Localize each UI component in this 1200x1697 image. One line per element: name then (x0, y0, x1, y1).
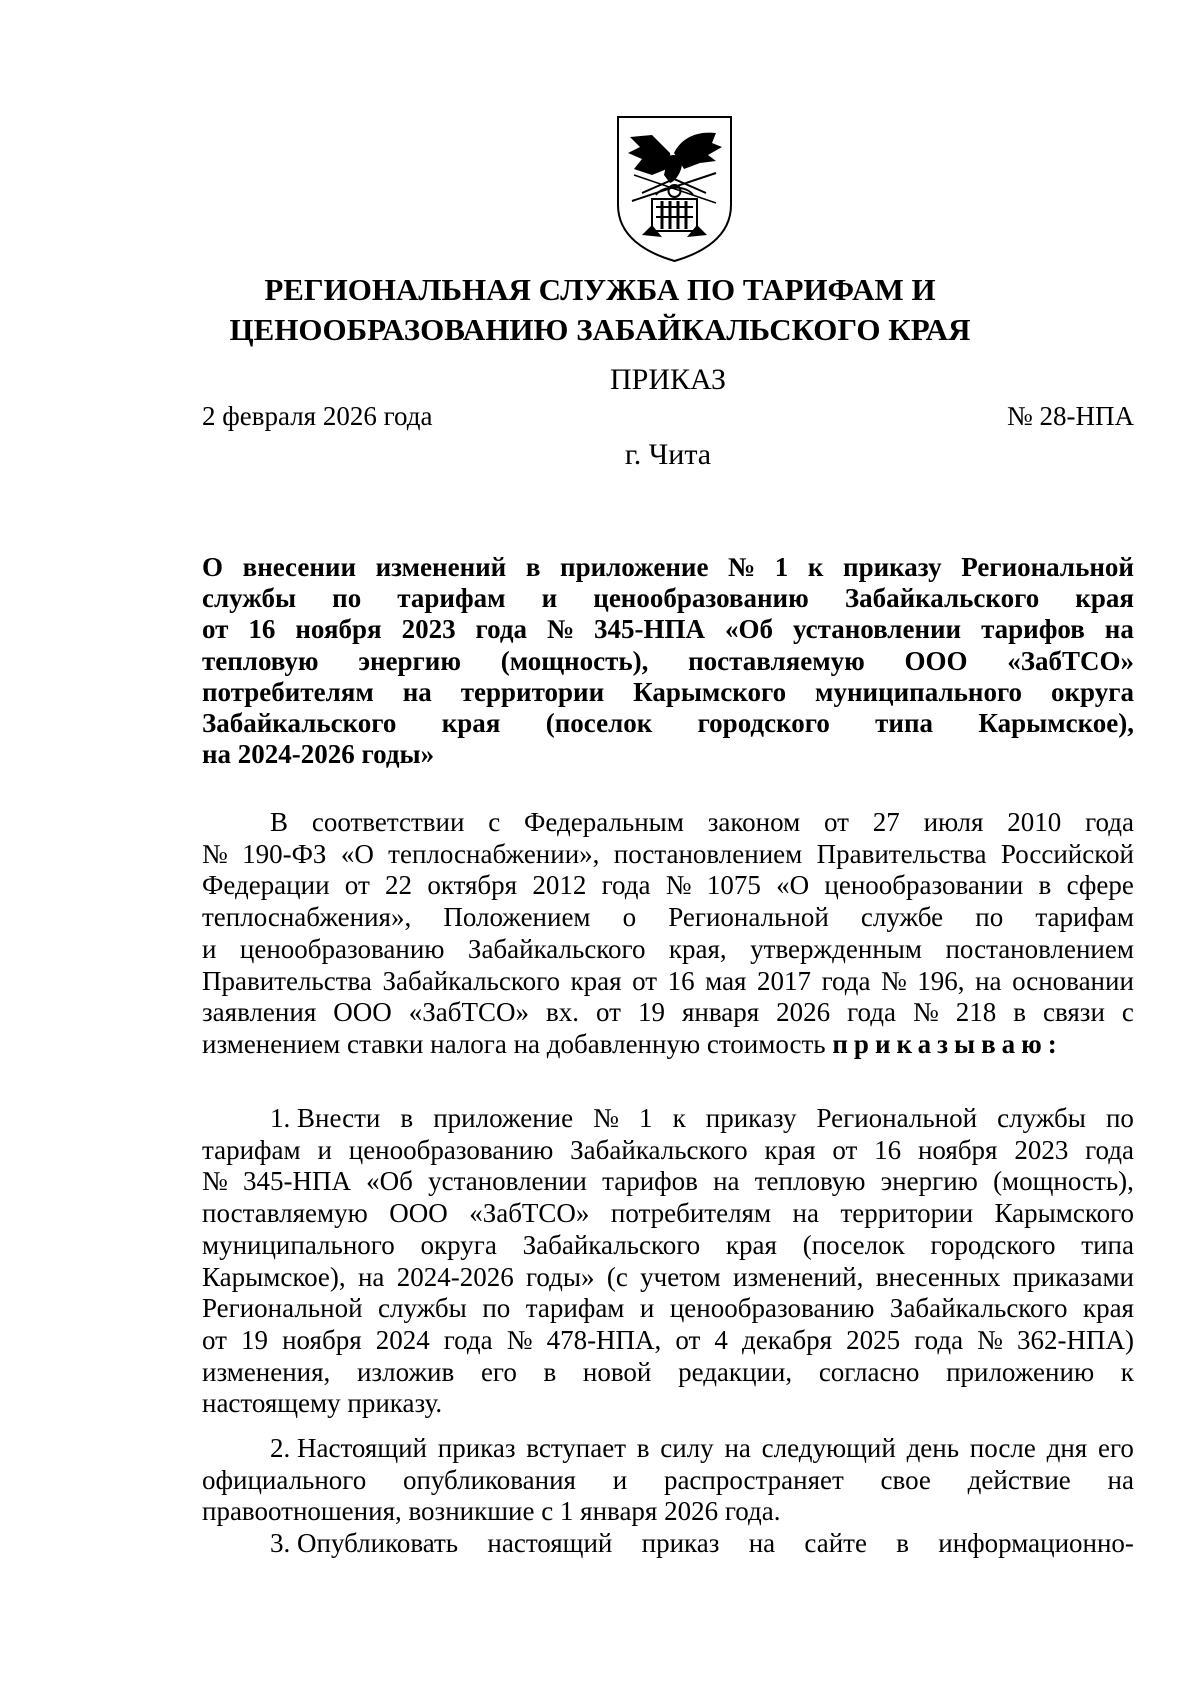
word: Региональной (816, 1103, 978, 1133)
word: от (202, 1324, 227, 1355)
item-2-lines (202, 1433, 1134, 1496)
word: силу (660, 1433, 714, 1463)
word: приказ (437, 1433, 516, 1463)
word: ноября (282, 1324, 362, 1355)
word: энергию (880, 1166, 978, 1197)
word: поставляемую (202, 1198, 368, 1229)
word: 27 (872, 807, 900, 837)
word: 362-НПА) (1017, 1324, 1134, 1355)
word: (с (606, 1261, 628, 1292)
word: внесенных (875, 1261, 1001, 1292)
word: внесении (242, 552, 357, 582)
word: № (202, 1166, 228, 1197)
word: Региональной (961, 552, 1134, 582)
word: 218 (955, 997, 997, 1028)
word: 345-НПА (242, 1166, 351, 1197)
word: мая (705, 965, 747, 996)
word: ноября (295, 614, 382, 645)
word: 2025 (846, 1324, 901, 1355)
word: муниципального (202, 1229, 395, 1260)
word: законом (707, 807, 801, 837)
word: ценообразовании (824, 870, 1024, 901)
word: Забайкальского (382, 965, 560, 996)
word: установлении (792, 614, 962, 645)
paragraph-line (202, 934, 1134, 966)
word: (поселок (545, 708, 653, 739)
word: приказу (705, 1103, 797, 1133)
word: и (612, 1464, 628, 1495)
preamble-last-line: изменением ставки налога на добавленную стоимость (202, 1028, 826, 1059)
word: 1. Внести (270, 1103, 381, 1133)
document-number: № 28-НПА (1007, 401, 1134, 431)
document-type: ПРИКАЗ (610, 363, 726, 396)
word: в (525, 552, 541, 582)
word: на (748, 1528, 776, 1558)
word: тарифам (1035, 902, 1134, 933)
word: на (1104, 614, 1134, 645)
word: 2. Настоящий (270, 1433, 428, 1463)
word: по (1105, 1103, 1134, 1133)
paragraph-line (202, 1528, 1134, 1560)
paragraph-line (202, 997, 1134, 1029)
word: настоящий (487, 1528, 613, 1558)
word: края (1082, 1293, 1134, 1324)
word: потребителям (610, 1198, 772, 1229)
word: по (975, 902, 1004, 933)
word: официального (202, 1464, 367, 1495)
word: о (622, 902, 637, 933)
word: в (400, 1103, 414, 1133)
word: № (912, 997, 939, 1028)
emblem-coat-of-arms (612, 113, 737, 263)
word: Карымского (994, 1198, 1134, 1229)
word: поставляемую (688, 645, 865, 676)
organization-name (0, 270, 1200, 350)
word: (поселок (802, 1229, 905, 1260)
word: приложение (433, 1103, 574, 1133)
word: в (1038, 870, 1052, 901)
word: «ЗабТСО» (408, 997, 529, 1028)
word: 1 (639, 1103, 653, 1133)
word: потребителям (202, 676, 374, 707)
document-city: г. Чита (624, 438, 712, 471)
word: опубликования (402, 1464, 576, 1495)
word: ценообразованию (348, 1134, 554, 1165)
word: тарифов (981, 614, 1085, 645)
word: года (914, 1324, 964, 1355)
word: территории (460, 676, 605, 707)
word: «Об (724, 614, 773, 645)
paragraph-line (202, 807, 1134, 839)
word: связи (1043, 997, 1105, 1028)
word: Забайкальского (202, 708, 397, 739)
word: Российской (1000, 838, 1134, 869)
word: года (443, 1324, 493, 1355)
word: на (713, 1166, 740, 1197)
word: в (543, 1356, 557, 1387)
word: ООО (904, 645, 968, 676)
paragraph-line (202, 739, 1134, 770)
word: службе (860, 902, 944, 933)
word: тарифам (202, 1134, 301, 1165)
word: и (317, 1134, 332, 1165)
word: редакции, (678, 1356, 793, 1387)
word: Федеральным (524, 807, 684, 837)
word: ценообразованию (669, 1293, 875, 1324)
word: службы (997, 1103, 1086, 1133)
word: ООО (389, 1198, 448, 1229)
word: на (792, 1198, 819, 1229)
word: от (675, 1324, 701, 1355)
word: с (1121, 997, 1134, 1028)
word: 16 (667, 965, 695, 996)
word: № (665, 870, 692, 901)
word: Правительства (816, 838, 987, 869)
word: «О (776, 870, 810, 901)
word: на (357, 1261, 385, 1292)
document-title (202, 552, 1134, 770)
word: службы (378, 1293, 467, 1324)
word: № (593, 1103, 619, 1133)
word: 2023 (401, 614, 456, 645)
word: Забайкальского (522, 1229, 701, 1260)
word: приложению (946, 1356, 1095, 1387)
word: 2017 (757, 965, 812, 996)
word: № (506, 1324, 533, 1355)
word: ООО (333, 997, 392, 1028)
item-3-lines (202, 1528, 1134, 1560)
paragraph-line (202, 646, 1134, 677)
word: городского (930, 1229, 1056, 1260)
word: приказами (1012, 1261, 1134, 1292)
word: Положением (443, 902, 591, 933)
paragraph-line (202, 1433, 1134, 1465)
word: свое (880, 1464, 931, 1495)
word: января (681, 997, 760, 1028)
paragraph-line (202, 583, 1134, 614)
word: края (725, 1229, 777, 1260)
word: в (896, 1528, 909, 1558)
word: с (488, 807, 501, 837)
paragraph-line (202, 839, 1134, 871)
word: день (906, 1433, 960, 1463)
word: округа (1051, 676, 1134, 707)
preamble-lines (202, 807, 1134, 1029)
word: 3. Опубликовать (270, 1528, 459, 1558)
word: в (636, 1433, 650, 1463)
word: заявления (202, 997, 317, 1028)
word: тепловую (754, 1166, 866, 1197)
word: округа (420, 1229, 497, 1260)
word: № (202, 838, 228, 869)
word: соответствии (311, 807, 465, 837)
paragraph-line (202, 1135, 1134, 1167)
word: края, (668, 933, 727, 964)
word: года (847, 997, 896, 1028)
word: по (332, 583, 362, 614)
word: В (270, 807, 289, 837)
word: 2024 (375, 1324, 430, 1355)
paragraph-line (202, 1262, 1134, 1294)
word: службы (202, 583, 297, 614)
paragraph-line (202, 902, 1134, 934)
word: Карымское), (202, 1261, 346, 1292)
paragraph-line (202, 1166, 1134, 1198)
word: Забайкальского (844, 583, 1040, 614)
word: на (402, 676, 432, 707)
paragraph-line (202, 1198, 1134, 1230)
word: от (824, 807, 849, 837)
paragraph-line (202, 614, 1134, 645)
item-3-paragraph (202, 1528, 1134, 1560)
word: года (475, 614, 527, 645)
word: 2026 (776, 997, 831, 1028)
word: (мощность), (993, 1166, 1134, 1197)
word: теплоснабжения», (202, 902, 412, 933)
word: годы» (526, 1261, 595, 1292)
document-date: 2 февраля 2026 года (202, 401, 433, 431)
word: изменений (375, 552, 507, 582)
word: ценообразованию (239, 933, 445, 964)
word: дня (1046, 1433, 1088, 1463)
word: № (728, 552, 756, 582)
word: от (596, 997, 621, 1028)
word: Региональной (202, 1293, 363, 1324)
word: «О (340, 838, 374, 869)
word: 1 (774, 552, 789, 582)
organization-name-line: ЦЕНООБРАЗОВАНИЮ ЗАБАЙКАЛЬСКОГО КРАЯ (229, 312, 971, 347)
word: края (570, 965, 622, 996)
word: (мощность), (500, 645, 649, 676)
word: изменения, (202, 1356, 331, 1387)
word: «ЗабТСО» (469, 1198, 590, 1229)
word: на (724, 1433, 751, 1463)
word: вх. (546, 997, 579, 1028)
paragraph-line (202, 870, 1134, 902)
word: от (832, 1134, 858, 1165)
word: его (480, 1356, 517, 1387)
word: тепловую (202, 645, 319, 676)
preamble-paragraph (202, 807, 1134, 1061)
word: от (202, 614, 229, 645)
word: Федерации (202, 870, 330, 901)
word: года (1085, 807, 1134, 837)
word: на (1107, 1464, 1134, 1495)
word: Забайкальского (889, 1293, 1068, 1324)
word: октября (427, 870, 518, 901)
word: сфере (1066, 870, 1134, 901)
word: территории (840, 1198, 974, 1229)
word: распространяет (663, 1464, 844, 1495)
paragraph-line (202, 1357, 1134, 1389)
paragraph-line (202, 1230, 1134, 1262)
word: установлении (428, 1166, 587, 1197)
word: к (1120, 1356, 1134, 1387)
word: тарифов (602, 1166, 698, 1197)
word: 19 (241, 1324, 269, 1355)
word: изменений, (733, 1261, 864, 1292)
paragraph-line (202, 1325, 1134, 1357)
item-1-paragraph (202, 1103, 1134, 1420)
word: и (541, 583, 558, 614)
word: тарифам (397, 583, 506, 614)
word: вступает (526, 1433, 627, 1463)
word: в (1013, 997, 1026, 1028)
word: приложение (560, 552, 709, 582)
word: следующий (761, 1433, 896, 1463)
word: № (880, 965, 907, 996)
word: к (672, 1103, 686, 1133)
paragraph-line: настоящему приказу. (202, 1388, 443, 1419)
word: на (975, 965, 1002, 996)
word: утвержденным (750, 933, 923, 964)
word: июля (923, 807, 984, 837)
word: 2012 (532, 870, 587, 901)
paragraph-line (202, 966, 1134, 998)
paragraph-line (202, 1103, 1134, 1135)
word: типа (875, 708, 934, 739)
word: «ЗабТСО» (1007, 645, 1134, 676)
word: от (632, 965, 658, 996)
word: № (977, 1324, 1003, 1355)
word: края (764, 1134, 816, 1165)
word: типа (1081, 1229, 1134, 1260)
word: учетом (640, 1261, 721, 1292)
word: согласно (818, 1356, 920, 1387)
word: 2010 (1007, 807, 1062, 837)
word: тарифам (525, 1293, 625, 1324)
word: края (1075, 583, 1134, 614)
word: к (807, 552, 824, 582)
paragraph-line (202, 1465, 1134, 1497)
word: и (202, 933, 217, 964)
word: ценообразованию (593, 583, 809, 614)
organization-name-line: РЕГИОНАЛЬНАЯ СЛУЖБА ПО ТАРИФАМ И (264, 272, 936, 307)
word: Карымского (633, 676, 787, 707)
word: 196, (917, 965, 965, 996)
paragraph-line (202, 552, 1134, 583)
word: его (1097, 1433, 1134, 1463)
word: «Об (366, 1166, 413, 1197)
word: Забайкальского (570, 1134, 748, 1165)
word: энергию (358, 645, 461, 676)
word: 2024-2026 (396, 1261, 514, 1292)
word: новой (582, 1356, 652, 1387)
word: года (1085, 1134, 1134, 1165)
word: Забайкальского (467, 933, 646, 964)
word: года (601, 870, 651, 901)
word: края (441, 708, 501, 739)
word: от (344, 870, 370, 901)
word: 1075 (706, 870, 761, 901)
item-2-paragraph (202, 1433, 1134, 1528)
word: теплоснабжении», (388, 838, 600, 869)
item-1-lines (202, 1103, 1134, 1388)
word: на 2024-2026 годы» (202, 739, 435, 770)
word: 22 (385, 870, 413, 901)
word: информационно- (938, 1528, 1134, 1558)
word: года (821, 965, 871, 996)
paragraph-line: правоотношения, возникшие с 1 января 2026 года. (202, 1496, 781, 1527)
word: Региональной (668, 902, 829, 933)
order-word: приказываю: (832, 1028, 1063, 1059)
word: по (482, 1293, 511, 1324)
word: действие (967, 1464, 1071, 1495)
word: и (639, 1293, 655, 1324)
word: изложив (356, 1356, 455, 1387)
word: декабря (742, 1324, 833, 1355)
word: городского (697, 708, 830, 739)
word: 4 (714, 1324, 728, 1355)
word: 190-ФЗ (242, 838, 327, 869)
word: приказ (641, 1528, 720, 1558)
word: приказу (843, 552, 942, 582)
word: 19 (637, 997, 665, 1028)
paragraph-line (202, 1029, 1134, 1061)
word: постановлением (613, 838, 803, 869)
paragraph-line (202, 1293, 1134, 1325)
word: 345-НПА (594, 614, 706, 645)
word: муниципального (815, 676, 1023, 707)
word: Правительства (202, 965, 372, 996)
word: сайте (804, 1528, 867, 1558)
word: постановлением (945, 933, 1134, 964)
word: 478-НПА, (546, 1324, 662, 1355)
word: 16 (874, 1134, 902, 1165)
word: О (202, 552, 224, 582)
word: после (969, 1433, 1036, 1463)
word: 2023 (1014, 1134, 1069, 1165)
word: Карымское), (978, 708, 1134, 739)
word: № (546, 614, 575, 645)
word: 16 (248, 614, 276, 645)
paragraph-line (202, 677, 1134, 708)
word: основании (1012, 965, 1134, 996)
word: ноября (917, 1134, 998, 1165)
paragraph-line (202, 708, 1134, 739)
